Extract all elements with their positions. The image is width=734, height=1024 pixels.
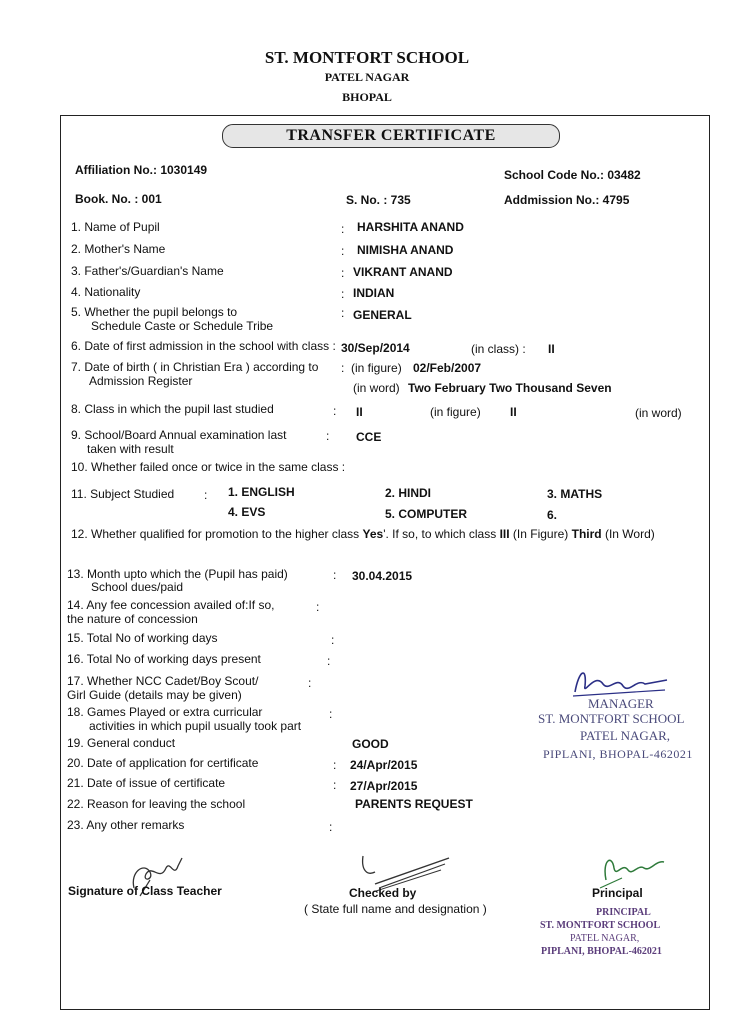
manager-stamp-line-4: PIPLANI, BHOPAL-462021 — [543, 747, 693, 761]
dob-word-value: Two February Two Thousand Seven — [408, 381, 612, 395]
subject-4: 4. EVS — [228, 505, 266, 519]
subject-2: 2. HINDI — [385, 486, 432, 500]
promotion-answer: Yes — [362, 527, 384, 541]
field-label-15: 15. Total No of working days — [67, 631, 218, 645]
class-figure-value: II — [510, 405, 517, 419]
checked-by-label: Checked by — [349, 886, 417, 900]
colon: : — [308, 676, 312, 690]
field-label-9-cont: taken with result — [87, 442, 174, 456]
school-locality: PATEL NAGAR — [324, 70, 410, 84]
colon: : — [204, 488, 208, 502]
field-label-17: 17. Whether NCC Cadet/Boy Scout/ — [67, 674, 259, 688]
colon: : — [333, 758, 337, 772]
class-teacher-signature-label: Signature of Class Teacher — [68, 884, 222, 898]
dob-word-label: (in word) — [353, 381, 400, 395]
checked-by-note: ( State full name and designation ) — [304, 902, 487, 916]
colon: : — [316, 600, 320, 614]
colon: : — [331, 633, 335, 647]
principal-stamp-line-1: PRINCIPAL — [596, 907, 651, 918]
school-code: School Code No.: 03482 — [504, 168, 641, 182]
colon: : — [333, 778, 337, 792]
field-label-13: 13. Month upto which the (Pupil has paid) — [67, 567, 288, 581]
field-label-16: 16. Total No of working days present — [67, 652, 261, 666]
field-label-10: 10. Whether failed once or twice in the same class : — [71, 460, 346, 474]
admission-no: Addmission No.: 4795 — [504, 193, 630, 207]
colon: : — [341, 266, 345, 280]
field-label-18-cont: activities in which pupil usually took part — [89, 719, 302, 733]
field-label-7: 7. Date of birth ( in Christian Era ) according to — [71, 360, 319, 374]
class-word-label: (in word) — [635, 406, 682, 420]
school-city: BHOPAL — [342, 90, 392, 104]
field-label-17-cont: Girl Guide (details may be given) — [67, 688, 242, 702]
colon: : — [341, 244, 345, 258]
dob-figure-value: 02/Feb/2007 — [413, 361, 482, 375]
promotion-class-figure: III — [499, 527, 510, 541]
field-label-12 — [71, 527, 655, 541]
nationality-value: INDIAN — [353, 286, 395, 300]
school-name: ST. MONTFORT SCHOOL — [264, 48, 470, 67]
manager-stamp-line-3: PATEL NAGAR, — [580, 728, 671, 743]
subject-3: 3. MATHS — [547, 487, 603, 501]
field-label-5: 5. Whether the pupil belongs to — [71, 305, 238, 319]
colon: : — [333, 404, 337, 418]
manager-stamp-line-1: MANAGER — [588, 696, 654, 711]
in-class-label: (in class) : — [471, 342, 526, 356]
colon: : — [341, 222, 345, 236]
subject-6: 6. — [547, 508, 558, 522]
principal-signature-label: Principal — [592, 886, 643, 900]
issue-date-value: 27/Apr/2015 — [350, 779, 418, 793]
book-no: Book. No. : 001 — [75, 192, 162, 206]
field-label-20: 20. Date of application for certificate — [67, 756, 259, 770]
admission-class-value: II — [548, 342, 555, 356]
pupil-name-value: HARSHITA ANAND — [357, 220, 464, 234]
colon: : — [341, 306, 345, 320]
conduct-value: GOOD — [352, 737, 389, 751]
field-label-4: 4. Nationality — [71, 285, 141, 299]
mother-name-value: NIMISHA ANAND — [357, 243, 454, 257]
field-label-2: 2. Mother's Name — [71, 242, 166, 256]
field-label-14-cont: the nature of concession — [67, 612, 198, 626]
field-label-22: 22. Reason for leaving the school — [67, 797, 246, 811]
principal-stamp-line-4: PIPLANI, BHOPAL-462021 — [541, 946, 662, 957]
field-label-5-cont: Schedule Caste or Schedule Tribe — [91, 319, 274, 333]
field-label-19: 19. General conduct — [67, 736, 176, 750]
leaving-reason-value: PARENTS REQUEST — [355, 797, 473, 811]
category-value: GENERAL — [353, 308, 412, 322]
field-label-9: 9. School/Board Annual examination last — [71, 428, 287, 442]
colon: : — [327, 654, 331, 668]
field-label-18: 18. Games Played or extra curricular — [67, 705, 263, 719]
field-label-8: 8. Class in which the pupil last studied — [71, 402, 274, 416]
colon: : — [329, 707, 333, 721]
principal-stamp-line-3: PATEL NAGAR, — [570, 933, 640, 944]
field-label-3: 3. Father's/Guardian's Name — [71, 264, 224, 278]
colon: : — [326, 429, 330, 443]
field-label-23: 23. Any other remarks — [67, 818, 185, 832]
class-figure-label: (in figure) — [430, 405, 481, 419]
subject-5: 5. COMPUTER — [385, 507, 468, 521]
field-label-11: 11. Subject Studied — [71, 487, 175, 501]
promotion-question: 12. Whether qualified for promotion to the higher class — [71, 527, 360, 541]
father-name-value: VIKRANT ANAND — [353, 265, 453, 279]
promotion-word-label: (In Word) — [604, 527, 655, 541]
principal-stamp-line-2: ST. MONTFORT SCHOOL — [540, 920, 661, 931]
last-class-value: II — [356, 405, 363, 419]
colon: : — [341, 361, 345, 375]
affiliation-no: Affiliation No.: 1030149 — [75, 163, 208, 177]
colon: : — [341, 287, 345, 301]
field-label-14: 14. Any fee concession availed of:If so, — [67, 598, 275, 612]
field-label-1: 1. Name of Pupil — [71, 220, 160, 234]
field-label-13-cont: School dues/paid — [91, 580, 184, 594]
field-label-6: 6. Date of first admission in the school with class : — [71, 339, 336, 353]
first-admission-date: 30/Sep/2014 — [341, 341, 410, 355]
certificate-title: TRANSFER CERTIFICATE — [222, 124, 560, 148]
colon: : — [333, 568, 337, 582]
exam-value: CCE — [356, 430, 382, 444]
colon: : — [329, 820, 333, 834]
dob-figure-label: (in figure) — [351, 361, 402, 375]
field-label-21: 21. Date of issue of certificate — [67, 776, 226, 790]
application-date-value: 24/Apr/2015 — [350, 758, 418, 772]
serial-no: S. No. : 735 — [346, 193, 411, 207]
dues-paid-value: 30.04.2015 — [352, 569, 413, 583]
promotion-figure-label: (In Figure) — [512, 527, 569, 541]
promotion-class-word: Third — [571, 527, 602, 541]
manager-stamp-line-2: ST. MONTFORT SCHOOL — [538, 711, 685, 726]
field-label-7-cont: Admission Register — [89, 374, 193, 388]
subject-1: 1. ENGLISH — [228, 485, 295, 499]
promotion-question-cont: '. If so, to which class — [383, 527, 497, 541]
